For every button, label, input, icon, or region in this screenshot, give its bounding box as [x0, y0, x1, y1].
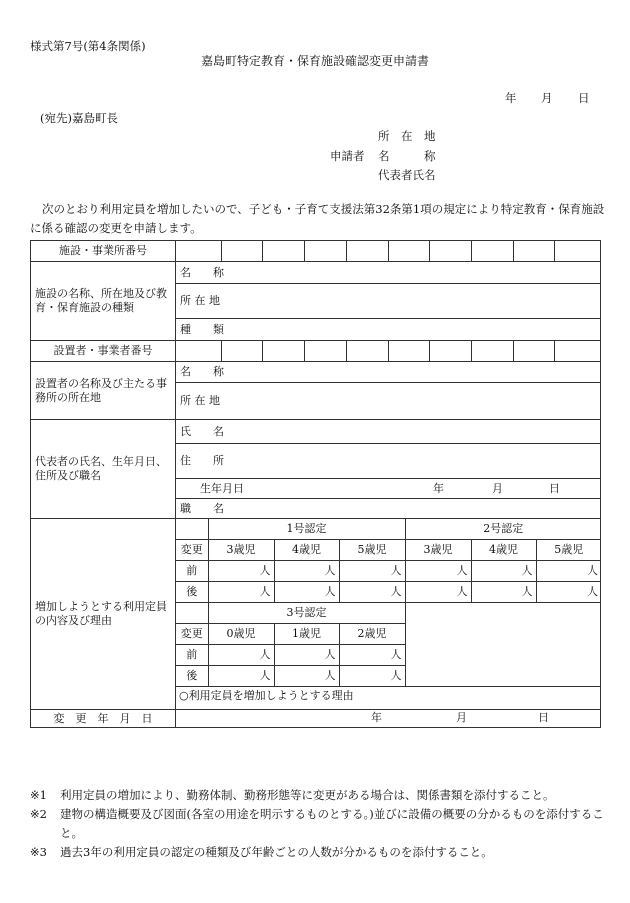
cert1-before-age3[interactable]: 人 — [208, 561, 274, 582]
rep-title-label: 職 名 — [180, 501, 224, 515]
cert3-age1: 1歳児 — [274, 624, 339, 645]
change-date-field[interactable] — [176, 710, 601, 728]
note-1-mark: ※1 — [30, 788, 47, 802]
cert3-before-age2[interactable]: 人 — [339, 645, 405, 666]
rep-birth-field[interactable] — [176, 479, 601, 499]
note-3-mark: ※3 — [30, 845, 47, 859]
cert2-age5: 5歳児 — [536, 540, 600, 561]
rep-info-label: 代表者の氏名、生年月日、住所及び職名 — [31, 420, 176, 519]
notes — [30, 786, 610, 862]
note-2 — [30, 805, 610, 843]
facility-info-label: 施設の名称、所在地及び教育・保育施設の種類 — [31, 262, 176, 341]
cert3-corner — [176, 603, 208, 624]
rep-birth-year: 年 — [433, 481, 444, 495]
note-1-text: 利用定員の増加により、勤務体制、勤務形態等に変更がある場合は、関係書類を添付すること。 — [60, 788, 555, 802]
rep-address-label: 住 所 — [180, 454, 224, 468]
note-2-mark: ※2 — [30, 807, 47, 821]
cert3-before-age0[interactable]: 人 — [208, 645, 274, 666]
facility-address-field[interactable] — [176, 284, 601, 319]
before-label-3: 前 — [176, 645, 208, 666]
cert1-after-age5[interactable]: 人 — [339, 582, 405, 603]
note-3 — [30, 843, 610, 862]
facility-address-label: 所 在 地 — [180, 294, 220, 308]
facility-type-field[interactable] — [176, 319, 601, 341]
cert2-before-age3[interactable]: 人 — [405, 561, 471, 582]
change-label-3: 変更 — [176, 624, 208, 645]
applicant-rep-label: 代表者氏名 — [378, 168, 436, 182]
rep-birth-day: 日 — [549, 481, 560, 495]
cert3-age0: 0歳児 — [208, 624, 274, 645]
facility-name-label: 名 称 — [180, 265, 224, 279]
facility-number-boxes[interactable] — [176, 241, 601, 262]
reason-label: ○利用定員を増加しようとする理由 — [179, 689, 354, 702]
date-year-label: 年 — [505, 91, 517, 105]
founder-address-field[interactable] — [176, 383, 601, 420]
facility-name-field[interactable] — [176, 262, 601, 284]
applicant-label: 申請者 — [330, 149, 365, 163]
applicant-address-label: 所 在 地 — [378, 129, 436, 143]
change-label: 変更 — [176, 540, 208, 561]
change-date-day: 日 — [538, 711, 549, 724]
change-date-month: 月 — [456, 711, 467, 724]
cert1-before-age5[interactable]: 人 — [339, 561, 405, 582]
change-date-label: 変 更 年 月 日 — [31, 710, 176, 728]
application-table — [30, 240, 601, 728]
document-title: 嘉島町特定教育・保育施設確認変更申請書 — [200, 54, 429, 68]
founder-address-label: 所 在 地 — [180, 394, 220, 408]
cert1-age3: 3歳児 — [208, 540, 274, 561]
cert3-header: 3号認定 — [208, 603, 405, 624]
reason-field[interactable] — [176, 687, 601, 710]
founder-number-label: 設置者・事業者番号 — [31, 341, 176, 362]
addressee: (宛先)嘉島町長 — [40, 111, 118, 125]
facility-number-label: 施設・事業所番号 — [31, 241, 176, 262]
cert3-before-age1[interactable]: 人 — [274, 645, 339, 666]
cert3-after-age2[interactable]: 人 — [339, 666, 405, 687]
date-month-label: 月 — [541, 91, 553, 105]
cert2-before-age4[interactable]: 人 — [471, 561, 536, 582]
cert3-after-age0[interactable]: 人 — [208, 666, 274, 687]
form-number-label: 様式第7号(第4条関係) — [30, 39, 146, 53]
facility-type-label: 種 類 — [180, 322, 224, 336]
cert2-after-age4[interactable]: 人 — [471, 582, 536, 603]
cert1-age5: 5歳児 — [339, 540, 405, 561]
founder-number-boxes[interactable] — [176, 341, 601, 362]
rep-address-field[interactable] — [176, 444, 601, 479]
cert-corner — [176, 519, 208, 540]
rep-name-field[interactable] — [176, 420, 601, 444]
rep-name-label: 氏 名 — [180, 424, 224, 438]
founder-name-label: 名 称 — [180, 365, 224, 379]
cert1-age4: 4歳児 — [274, 540, 339, 561]
note-3-text: 過去3年の利用定員の認定の種類及び年齢ごとの人数が分かるものを添付すること。 — [60, 845, 493, 859]
cert2-before-age5[interactable]: 人 — [536, 561, 600, 582]
before-label: 前 — [176, 561, 208, 582]
cert2-age3: 3歳児 — [405, 540, 471, 561]
cert3-after-age1[interactable]: 人 — [274, 666, 339, 687]
date-day-label: 日 — [578, 91, 590, 105]
cert2-age4: 4歳児 — [471, 540, 536, 561]
capacity-table — [176, 519, 601, 709]
cert3-age2: 2歳児 — [339, 624, 405, 645]
blank-area — [405, 603, 600, 687]
after-label: 後 — [176, 582, 208, 603]
note-1 — [30, 786, 610, 805]
cert2-header: 2号認定 — [405, 519, 600, 540]
increase-detail-cell — [176, 519, 601, 710]
cert2-after-age5[interactable]: 人 — [536, 582, 600, 603]
cert2-after-age3[interactable]: 人 — [405, 582, 471, 603]
rep-birth-label: 生年月日 — [200, 481, 244, 495]
cert1-after-age3[interactable]: 人 — [208, 582, 274, 603]
cert1-header: 1号認定 — [208, 519, 405, 540]
founder-name-field[interactable] — [176, 362, 601, 383]
intro-paragraph: 次のとおり利用定員を増加したいので、子ども・子育て支援法第32条第1項の規定により特定教育・保育施設に係る確認の変更を申請します。 — [30, 202, 605, 235]
after-label-3: 後 — [176, 666, 208, 687]
cert1-after-age4[interactable]: 人 — [274, 582, 339, 603]
increase-label: 増加しようとする利用定員の内容及び理由 — [31, 519, 176, 710]
rep-title-field[interactable] — [176, 499, 601, 519]
applicant-name-label: 名 称 — [378, 149, 436, 163]
change-date-year: 年 — [371, 711, 382, 724]
note-2-text: 建物の構造概要及び図面(各室の用途を明示するものとする。)並びに設備の概要の分かるものを添付すること。 — [60, 807, 604, 840]
founder-info-label: 設置者の名称及び主たる事務所の所在地 — [31, 362, 176, 420]
cert1-before-age4[interactable]: 人 — [274, 561, 339, 582]
rep-birth-month: 月 — [492, 481, 503, 495]
